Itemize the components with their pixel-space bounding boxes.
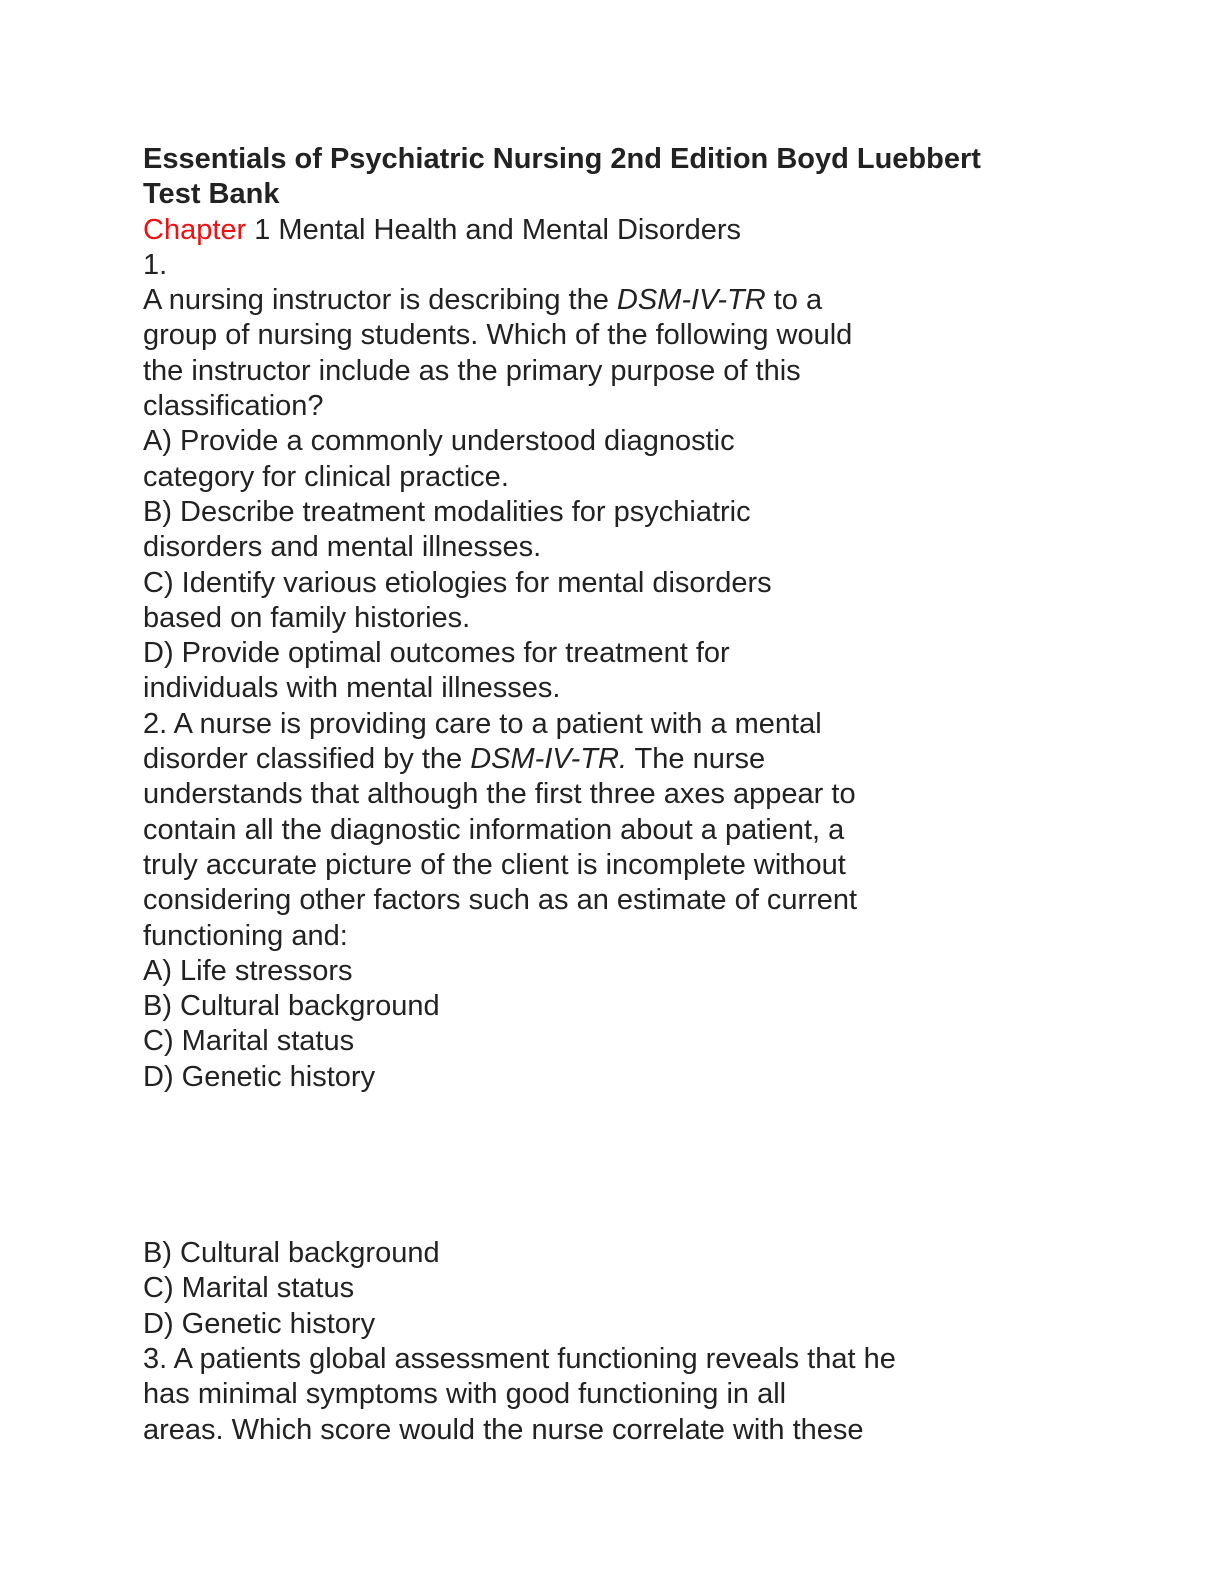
- question-1-option-d: D) Provide optimal outcomes for treatment for: [143, 637, 730, 670]
- question-1-stem-italic: DSM-IV-TR: [616, 284, 766, 317]
- question-3-stem-line: 3. A patients global assessment functioning reveals that he: [143, 1342, 896, 1375]
- question-1-option-b: B) Describe treatment modalities for psychiatric: [143, 495, 751, 528]
- question-2-option-a: A) Life stressors: [143, 954, 353, 987]
- question-2-stem-line: contain all the diagnostic information about a patient, a: [143, 813, 845, 846]
- question-2-stem-line: truly accurate picture of the client is incomplete without: [143, 848, 846, 881]
- question-1-stem-line: group of nursing students. Which of the following would: [143, 319, 853, 352]
- chapter-heading: [143, 213, 1143, 248]
- question-2-stem-line: 2. A nurse is providing care to a patient with a mental: [143, 707, 822, 740]
- repeated-option-c: C) Marital status: [143, 1272, 355, 1305]
- question-2-stem-text: The nurse: [627, 743, 766, 776]
- question-1-stem-line: [143, 283, 1143, 318]
- question-1-option-c: based on family histories.: [143, 601, 471, 634]
- chapter-word: Chapter: [143, 213, 247, 246]
- document-title-line-2: Test Bank: [143, 178, 280, 211]
- question-3-stem-line: areas. Which score would the nurse correlate with these: [143, 1413, 864, 1446]
- question-1-stem-line: classification?: [143, 390, 324, 423]
- question-2-stem-text: disorder classified by the: [143, 743, 471, 776]
- question-1-option-a: A) Provide a commonly understood diagnostic: [143, 425, 735, 458]
- question-1-stem-line: the instructor include as the primary purpose of this: [143, 354, 801, 387]
- question-1-option-c: C) Identify various etiologies for mental disorders: [143, 566, 772, 599]
- question-1-option-d: individuals with mental illnesses.: [143, 672, 561, 705]
- question-2-option-c: C) Marital status: [143, 1025, 355, 1058]
- question-3-stem-line: has minimal symptoms with good functioning in all: [143, 1378, 787, 1411]
- repeated-option-d: D) Genetic history: [143, 1307, 376, 1340]
- chapter-title: 1 Mental Health and Mental Disorders: [246, 213, 742, 246]
- question-2-stem-line: understands that although the first three axes appear to: [143, 778, 856, 811]
- question-1-stem-text: A nursing instructor is describing the: [143, 284, 617, 317]
- question-2-option-d: D) Genetic history: [143, 1060, 376, 1093]
- question-2-stem-line: considering other factors such as an estimate of current: [143, 884, 858, 917]
- question-2-stem-line: functioning and:: [143, 919, 348, 952]
- repeated-option-b: B) Cultural background: [143, 1237, 440, 1270]
- document-title-line-1: Essentials of Psychiatric Nursing 2nd Edition Boyd Luebbert: [143, 143, 981, 175]
- question-2-stem-italic: DSM-IV-TR.: [470, 743, 628, 776]
- question-2-option-b: B) Cultural background: [143, 990, 440, 1023]
- question-1-option-a: category for clinical practice.: [143, 460, 509, 493]
- blank-gap: [143, 1095, 1143, 1236]
- question-1-number: 1.: [143, 248, 168, 281]
- question-2-stem-line: [143, 742, 1143, 777]
- question-1-stem-text: to a: [765, 284, 823, 317]
- document-page: [143, 142, 1143, 1448]
- question-1-option-b: disorders and mental illnesses.: [143, 531, 542, 564]
